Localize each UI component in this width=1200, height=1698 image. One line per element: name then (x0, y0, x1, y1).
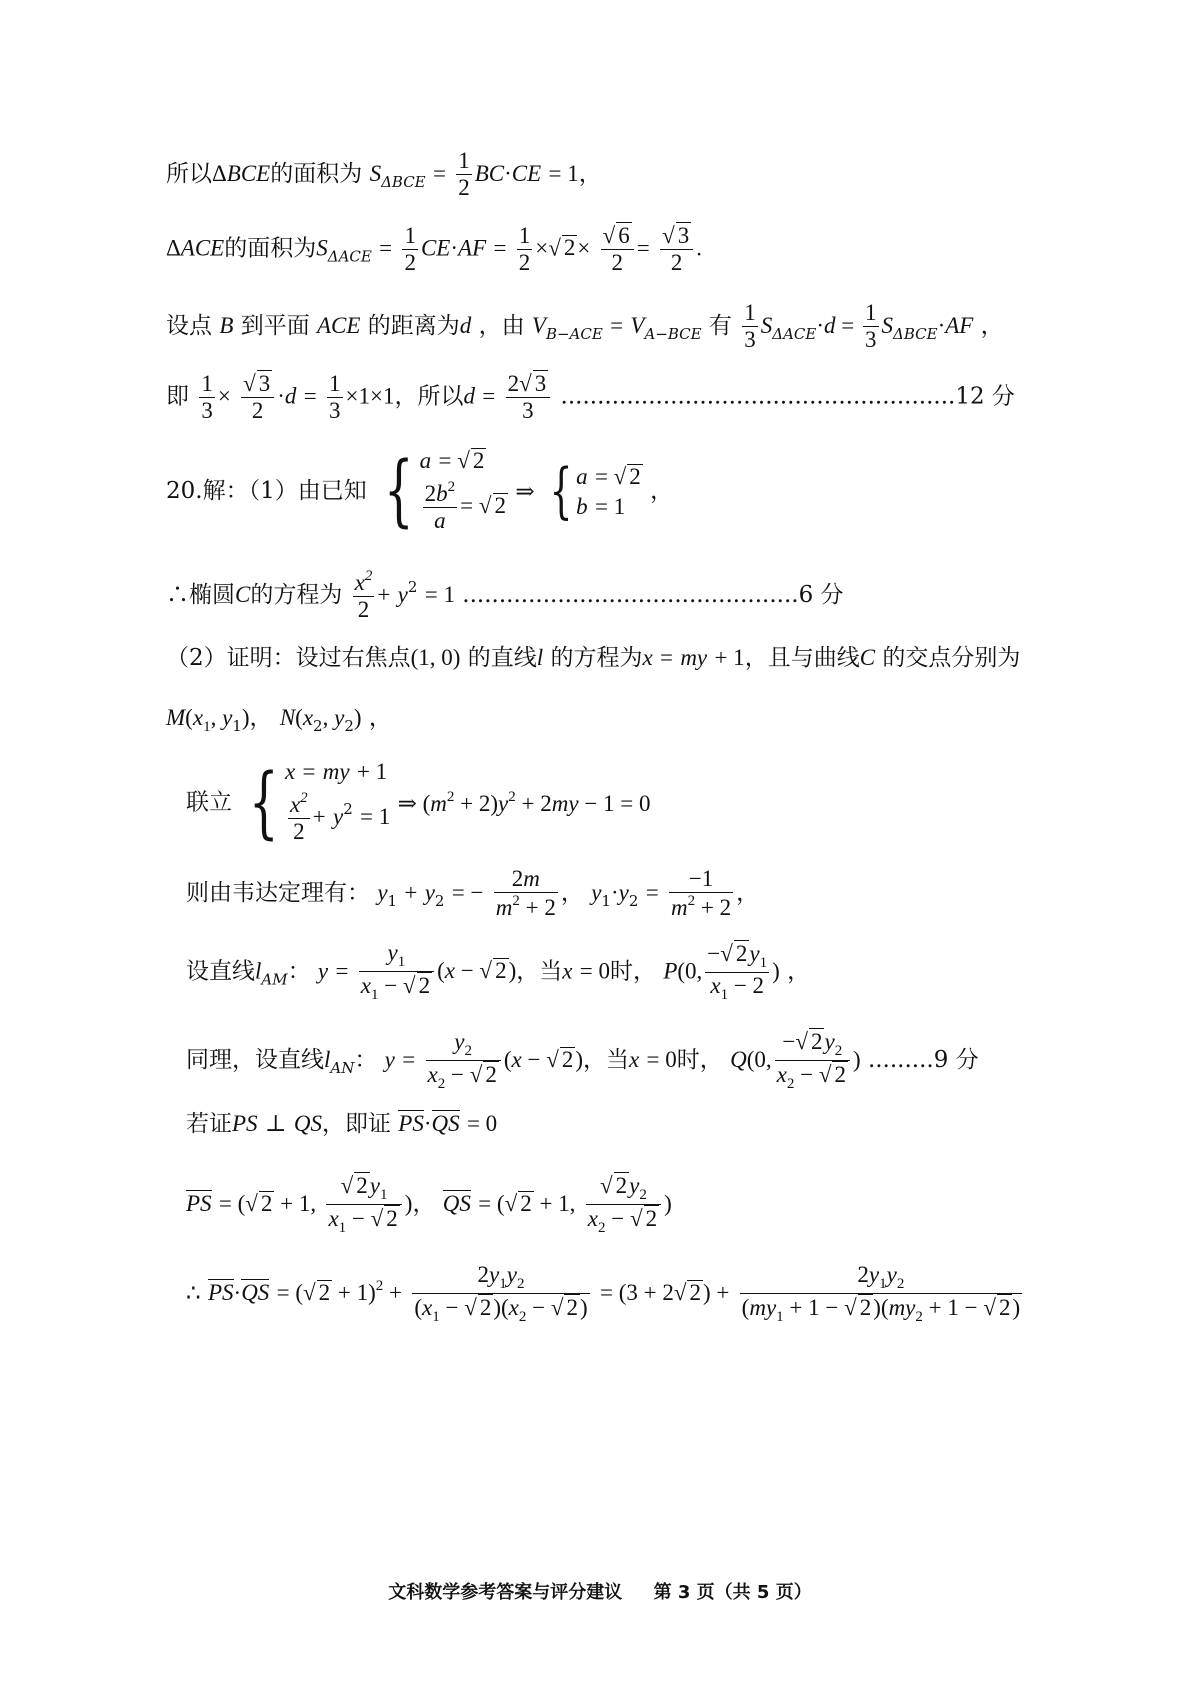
solution-ellipse-equation: ∴椭圆C的方程为 $\frac{x^2}{2}$ + $y^2 = 1$ ..............................................6 分 (166, 568, 844, 623)
solution-vieta: 则由韦达定理有： $y_1 + y_2$ = − $\frac{2m}{m^2 + 2}$ ， $y_1\cdot y_2$ = $\frac{-1}{m^2 + 2}$ ， (186, 866, 760, 921)
page-number: 第 3 页（共 5 页） (653, 1582, 812, 1603)
solution-line-distance: 设点 B 到平面 ACE 的距离为d ，由 $V_{B-ACE} = V_{A-BCE}$ 有 $\frac{1}{3}$ $S_{\Delta ACE}\cdot d$ = $\frac{1}{3}$ $S_{\Delta BCE}\cdot AF$ ， (166, 300, 1004, 353)
solution-dot-product: ∴ PS·QS = (√ 2 + 1)$^2$ + $\frac{2y_1y_2}{(x_1 - √ 2)(x_2 - √ 2)}$ = (3 + 2√ 2) + $\frac{2y_1y_2}{(my_1 + 1 - √ 2)(my_2 + 1 - √ 2)}$ (186, 1262, 1021, 1326)
solution-line-distance-result: 即 $\frac{1}{3}$ × $\frac{√ 3}{2}$ ·d = $\frac{1}{3}$ ×1×1，所以d = $\frac{2√ 3}{3}$ ......................................................12 分 (166, 370, 1015, 424)
solution-intersection-points: $M(x_1$, $y_1$)， $N(x_2$, $y_2$) ， (166, 705, 392, 735)
solution-line-an: 同理，设直线$l_{AN}$： y = $\frac{y_2}{x_2 - √ 2}$ (x − √ 2)，当x = 0时， Q(0, $\frac{-√ 2y_2}{x_2 - √ 2}$ ) .........9 分 (186, 1028, 979, 1093)
footer-title: 文科数学参考答案与评分建议 (388, 1582, 623, 1603)
page-footer (0, 1578, 1200, 1604)
solution-line-area-bce: 所以ΔBCE的面积为 $S_{\Delta BCE}$ = $\frac{1}{2}$ BC·CE = 1， (166, 148, 602, 201)
solution-20-part1: 20.解：（1）由已知 { a = √ 2 $\frac{2b^2}{a}$ = √ 2 ⇒ { a = √ 2 b = 1 ， (166, 446, 674, 537)
solution-line-area-ace: ΔACE的面积为$S_{\Delta ACE}$ = $\frac{1}{2}$ CE·AF = $\frac{1}{2}$ ×√ 2× $\frac{√ 6}{2}$ = $\frac{√ 3}{2}$ . (166, 222, 702, 276)
text-label: 所以 (166, 160, 212, 187)
solution-combined-system: 联立 { x = my + 1 $\frac{x^2}{2}$ + $y^2 = 1$ ⇒ $(m^2 + 2)y^2 + 2my - 1 = 0$ (186, 757, 651, 848)
solution-vectors: PS = (√ 2 + 1, $\frac{√ 2y_1}{x_1 - √ 2}$ )， QS = (√ 2 + 1, $\frac{√ 2y_2}{x_2 - √ 2}$ ) (186, 1173, 672, 1237)
solution-perpendicular-goal: 若证PS ⊥ QS，即证 PS·QS = 0 (186, 1111, 498, 1137)
solution-part2-intro: （2）证明：设过右焦点(1, 0) 的直线l 的方程为x = my + 1，且与曲线C 的交点分别为 (166, 645, 1021, 671)
solution-line-am: 设直线$l_{AM}$： y = $\frac{y_1}{x_1 - √ 2}$ (x − √ 2)，当x = 0时， P(0, $\frac{-√ 2y_1}{x_1 - 2}$ ) ， (186, 940, 811, 1004)
